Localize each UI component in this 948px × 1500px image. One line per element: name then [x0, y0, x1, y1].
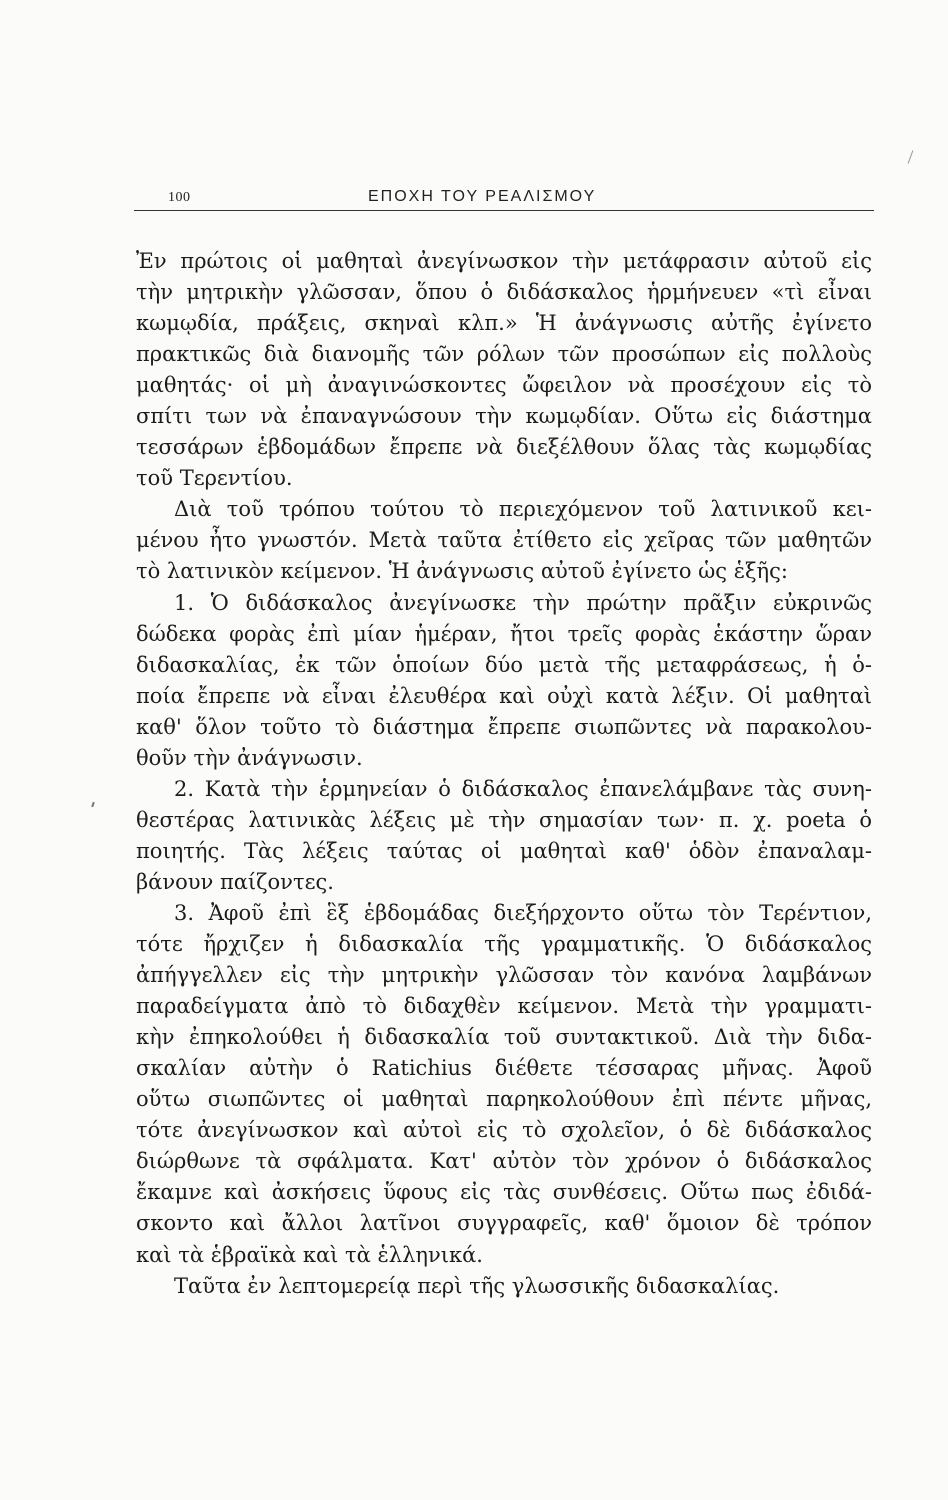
text-line: θεστέρας λατινικὰς λέξεις μὲ τὴν σημασίαν των· π. χ. poeta ὁ	[136, 807, 872, 832]
text-line: τεσσάρων ἑβδομάδων ἔπρεπε νὰ διεξέλθουν ὅλας τὰς κωμῳδίας	[136, 435, 872, 460]
text-line: σκοντο καὶ ἄλλοι λατῖνοι συγγραφεῖς, καθ' ὅμοιον δὲ τρόπον	[136, 1211, 872, 1236]
text-line: παραδείγματα ἀπὸ τὸ διδαχθὲν κείμενον. Μετὰ τὴν γραμματι-	[136, 994, 872, 1019]
paper-speck	[908, 150, 914, 163]
text-line: τότε ἀνεγίνωσκον καὶ αὐτοὶ εἰς τὸ σχολεῖον, ὁ δὲ διδάσκαλος	[136, 1118, 872, 1143]
text-line: τότε ἤρχιζεν ἡ διδασκαλία τῆς γραμματικῆς. Ὁ διδάσκαλος	[136, 932, 872, 957]
text-line: δώδεκα φορὰς ἐπὶ μίαν ἡμέραν, ἤτοι τρεῖς φορὰς ἑκάστην ὥραν	[136, 621, 872, 646]
text-line: κὴν ἐπηκολούθει ἡ διδασκαλία τοῦ συντακτικοῦ. Διὰ τὴν διδα-	[136, 1025, 872, 1050]
text-line: διώρθωνε τὰ σφάλματα. Κατ' αὐτὸν τὸν χρόνον ὁ διδάσκαλος	[136, 1149, 872, 1174]
text-line: πρακτικῶς διὰ διανομῆς τῶν ρόλων τῶν προσώπων εἰς πολλοὺς	[136, 342, 872, 367]
text-line: κωμῳδία, πράξεις, σκηναὶ κλπ.» Ἡ ἀνάγνωσις αὐτῆς ἐγίνετο	[136, 311, 872, 336]
text-line: τὸ λατινικὸν κείμενον. Ἡ ἀνάγνωσις αὐτοῦ ἐγίνετο ὡς ἑξῆς:	[136, 559, 788, 584]
text-line: 2. Κατὰ τὴν ἑρμηνείαν ὁ διδάσκαλος ἐπανελάμβανε τὰς συνη-	[174, 776, 872, 801]
header-rule	[134, 210, 874, 211]
text-line: 3. Ἀφοῦ ἐπὶ ἓξ ἑβδομάδας διεξήρχοντο οὕτω τὸν Τερέντιον,	[174, 900, 872, 925]
text-line: σπίτι των νὰ ἐπαναγνώσουν τὴν κωμῳδίαν. Οὕτω εἰς διάστημα	[136, 404, 872, 429]
text-line: 1. Ὁ διδάσκαλος ἀνεγίνωσκε τὴν πρώτην πρᾶξιν εὐκρινῶς	[174, 590, 872, 615]
body-text	[136, 246, 872, 1302]
text-line: ποιητής. Τὰς λέξεις ταύτας οἱ μαθηταὶ καθ' ὁδὸν ἐπαναλαμ-	[136, 838, 872, 863]
text-line: ποία ἔπρεπε νὰ εἶναι ἐλευθέρα καὶ οὐχὶ κατὰ λέξιν. Οἱ μαθηταὶ	[136, 683, 872, 708]
text-line: Διὰ τοῦ τρόπου τούτου τὸ περιεχόμενον τοῦ λατινικοῦ κει-	[174, 497, 872, 522]
text-line: θοῦν τὴν ἀνάγνωσιν.	[136, 745, 363, 770]
running-title: ΕΠΟΧΗ ΤΟΥ ΡΕΑΛΙΣΜΟΥ	[368, 188, 597, 205]
page-number: 100	[168, 190, 191, 205]
paper-speck	[91, 802, 95, 807]
text-line: ἀπήγγελλεν εἰς τὴν μητρικὴν γλῶσσαν τὸν κανόνα λαμβάνων	[136, 963, 872, 988]
text-line: καθ' ὅλον τοῦτο τὸ διάστημα ἔπρεπε σιωπῶντες νὰ παρακολου-	[136, 714, 872, 739]
text-line: ἔκαμνε καὶ ἀσκήσεις ὕφους εἰς τὰς συνθέσεις. Οὕτω πως ἐδιδά-	[136, 1180, 872, 1205]
text-line: μαθητάς· οἱ μὴ ἀναγινώσκοντες ὤφειλον νὰ προσέχουν εἰς τὸ	[136, 373, 872, 398]
text-line: Ταῦτα ἐν λεπτομερείᾳ περὶ τῆς γλωσσικῆς διδασκαλίας.	[174, 1273, 780, 1298]
text-line: οὕτω σιωπῶντες οἱ μαθηταὶ παρηκολούθουν ἐπὶ πέντε μῆνας,	[136, 1087, 872, 1112]
text-line: τὴν μητρικὴν γλῶσσαν, ὅπου ὁ διδάσκαλος ἡρμήνευεν «τὶ εἶναι	[136, 280, 872, 305]
text-line: διδασκαλίας, ἐκ τῶν ὁποίων δύο μετὰ τῆς μεταφράσεως, ἡ ὁ-	[136, 652, 872, 677]
text-line: σκαλίαν αὐτὴν ὁ Ratichius διέθετε τέσσαρας μῆνας. Ἀφοῦ	[136, 1056, 872, 1081]
text-line: Ἐν πρώτοις οἱ μαθηταὶ ἀνεγίνωσκον τὴν μετάφρασιν αὐτοῦ εἰς	[136, 249, 872, 273]
text-line: βάνουν παίζοντες.	[136, 869, 334, 894]
text-line: τοῦ Τερεντίου.	[136, 466, 293, 491]
page-header	[168, 190, 888, 212]
text-line: μένου ἦτο γνωστόν. Μετὰ ταῦτα ἐτίθετο εἰς χεῖρας τῶν μαθητῶν	[136, 528, 872, 553]
text-line: καὶ τὰ ἑβραϊκὰ καὶ τὰ ἑλληνικά.	[136, 1242, 483, 1267]
